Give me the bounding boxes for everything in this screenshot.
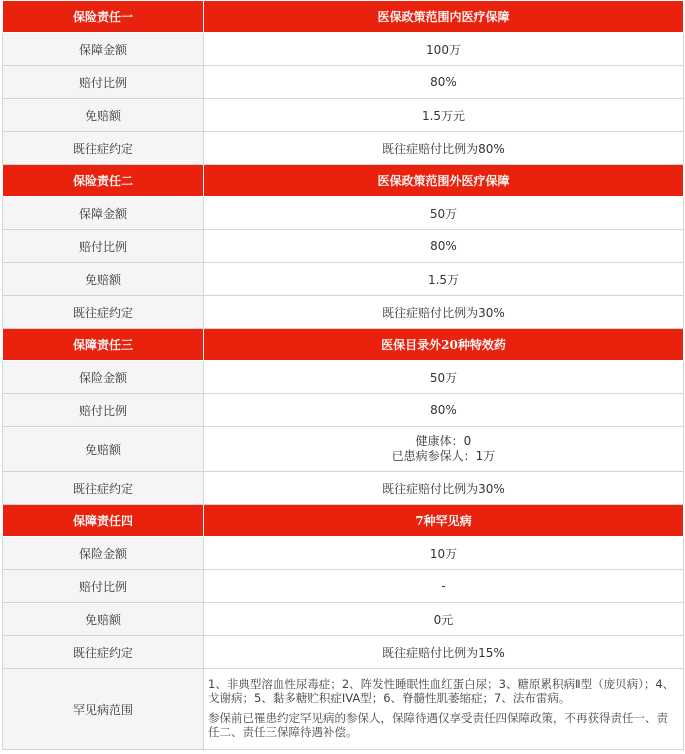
table-row xyxy=(3,603,684,636)
table-row xyxy=(3,472,684,505)
row-label: 保险金额 xyxy=(3,537,204,570)
section-scope: 医保政策范围外医疗保障 xyxy=(204,165,684,197)
table-row xyxy=(3,570,684,603)
row-label: 赔付比例 xyxy=(3,570,204,603)
row-label: 免赔额 xyxy=(3,603,204,636)
section-header xyxy=(3,1,684,33)
rare-disease-list: 1、非典型溶血性尿毒症；2、阵发性睡眠性血红蛋白尿；3、糖原累积病Ⅱ型（庞贝病）；4、戈谢病；5、黏多糖贮积症IVA型；6、脊髓性肌萎缩症；7、法布雷病。 xyxy=(208,677,675,705)
table-row xyxy=(3,99,684,132)
table-row xyxy=(3,636,684,669)
row-label: 保障金额 xyxy=(3,33,204,66)
row-value: 1.5万元 xyxy=(204,99,684,132)
row-value: 80% xyxy=(204,394,684,427)
table-row xyxy=(3,33,684,66)
rare-disease-scope xyxy=(204,669,684,750)
row-value: 既往症赔付比例为80% xyxy=(204,132,684,165)
row-value: - xyxy=(204,570,684,603)
section-title: 保障责任四 xyxy=(3,505,204,537)
table-row xyxy=(3,669,684,750)
table-row xyxy=(3,361,684,394)
table-row xyxy=(3,263,684,296)
section-title: 保障责任三 xyxy=(3,329,204,361)
row-label: 保险金额 xyxy=(3,361,204,394)
row-value: 0元 xyxy=(204,603,684,636)
row-value: 1.5万 xyxy=(204,263,684,296)
row-label: 赔付比例 xyxy=(3,394,204,427)
section-header xyxy=(3,165,684,197)
section-header xyxy=(3,505,684,537)
row-value: 100万 xyxy=(204,33,684,66)
table-row xyxy=(3,230,684,263)
section-title: 保险责任一 xyxy=(3,1,204,33)
deductible-preexisting: 已患病参保人：1万 xyxy=(391,449,496,463)
row-value: 既往症赔付比例为15% xyxy=(204,636,684,669)
table-row xyxy=(3,427,684,472)
section-header xyxy=(3,329,684,361)
row-label: 免赔额 xyxy=(3,427,204,472)
row-value: 50万 xyxy=(204,361,684,394)
section-scope: 医保目录外20种特效药 xyxy=(204,329,684,361)
table-row xyxy=(3,132,684,165)
row-label: 保障金额 xyxy=(3,197,204,230)
deductible-healthy: 健康体：0 xyxy=(415,434,472,448)
row-label: 既往症约定 xyxy=(3,636,204,669)
row-label: 免赔额 xyxy=(3,99,204,132)
row-value xyxy=(204,427,684,472)
row-label: 赔付比例 xyxy=(3,66,204,99)
row-label: 罕见病范围 xyxy=(3,669,204,750)
table-row xyxy=(3,537,684,570)
row-label: 既往症约定 xyxy=(3,296,204,329)
row-value: 既往症赔付比例为30% xyxy=(204,472,684,505)
table-row xyxy=(3,296,684,329)
row-label: 既往症约定 xyxy=(3,132,204,165)
section-scope: 医保政策范围内医疗保障 xyxy=(204,1,684,33)
table-row xyxy=(3,197,684,230)
row-value: 10万 xyxy=(204,537,684,570)
row-label: 赔付比例 xyxy=(3,230,204,263)
row-value: 80% xyxy=(204,66,684,99)
section-title: 保险责任二 xyxy=(3,165,204,197)
table-row xyxy=(3,66,684,99)
row-value: 既往症赔付比例为30% xyxy=(204,296,684,329)
insurance-coverage-table xyxy=(2,0,684,750)
row-value: 80% xyxy=(204,230,684,263)
row-label: 免赔额 xyxy=(3,263,204,296)
row-value: 50万 xyxy=(204,197,684,230)
table-row xyxy=(3,394,684,427)
row-label: 既往症约定 xyxy=(3,472,204,505)
rare-disease-notice: 参保前已罹患约定罕见病的参保人，保障待遇仅享受责任四保障政策，不再获得责任一、责任二、责任三保障待遇补偿。 xyxy=(208,711,668,739)
section-scope: 7种罕见病 xyxy=(204,505,684,537)
